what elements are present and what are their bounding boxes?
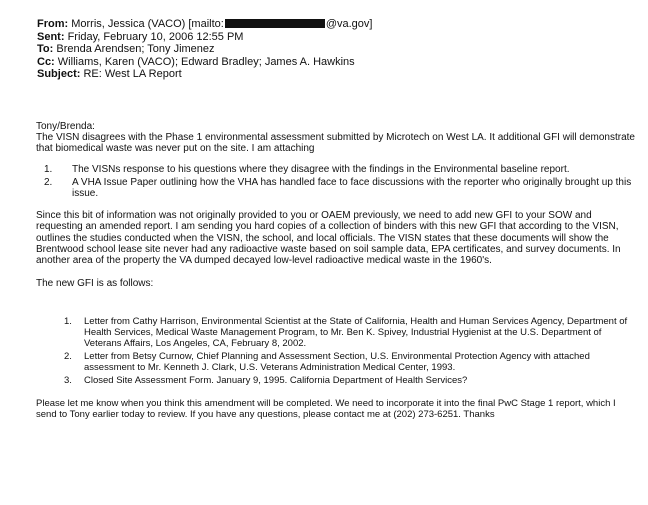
list-item xyxy=(36,375,636,386)
sent-label: Sent: xyxy=(37,30,65,43)
from-value-start: Morris, Jessica (VACO) [mailto: xyxy=(71,18,224,30)
list-text: Letter from Betsy Curnow, Chief Planning and Assessment Section, U.S. Environmental Protection Agency with attached assessment to Mr. Kenneth J. Clark, U.S. Veterans Administration Medical Center, 1993. xyxy=(84,351,590,374)
intro-paragraph: The VISN disagrees with the Phase 1 environmental assessment submitted by Microtech on West LA. It additional GFI will demonstrate that biomedical waste was never put on the site. I am attaching xyxy=(36,132,635,155)
list-number: 1. xyxy=(64,316,72,328)
list-item xyxy=(36,351,636,373)
from-row xyxy=(37,18,372,31)
from-label: From: xyxy=(37,18,69,30)
subject-row xyxy=(37,68,372,81)
list-item xyxy=(36,164,636,175)
list-text: A VHA Issue Paper outlining how the VHA has handled face to face discussions with the reporter who originally brought up this issue. xyxy=(72,176,632,200)
list-item xyxy=(36,316,636,349)
list-number: 2. xyxy=(44,176,53,188)
list-number: 1. xyxy=(44,163,53,175)
to-label: To: xyxy=(37,43,54,55)
list-text: Letter from Cathy Harrison, Environmental Scientist at the State of California, Health and Human Services Agency, Department of Health Services, Medical Waste Management Program, to Mr. Ben K. Spivey, Industrial Hygienist at the U.S. Department of Veterans Affairs, Los Angeles, CA, February 8, 2002. xyxy=(84,316,628,350)
closing-paragraph: Please let me know when you think this amendment will be completed. We need to incorporate it into the final PwC Stage 1 report, which I send to Tony earlier today to review. If you have any questions, please contact me at (202) 273-6251. Thanks xyxy=(36,398,616,421)
gfi-lead: The new GFI is as follows: xyxy=(36,278,154,290)
subject-label: Subject: xyxy=(37,68,81,80)
cc-value: Williams, Karen (VACO); Edward Bradley; James A. Hawkins xyxy=(57,55,355,68)
email-body xyxy=(36,121,636,420)
list-text: The VISNs response to his questions where they disagree with the findings in the Environmental baseline report. xyxy=(72,163,570,175)
list-text: Closed Site Assessment Form. January 9, 1995. California Department of Health Services? xyxy=(84,375,468,387)
cc-label: Cc: xyxy=(37,55,55,68)
to-value: Brenda Arendsen; Tony Jimenez xyxy=(56,43,215,55)
email-header xyxy=(37,18,372,81)
subject-value: RE: West LA Report xyxy=(83,68,182,80)
list-number: 2. xyxy=(64,351,72,363)
sent-row xyxy=(37,31,372,44)
list-item xyxy=(36,177,636,199)
list-number: 3. xyxy=(64,375,72,387)
sent-value: Friday, February 10, 2006 12:55 PM xyxy=(67,30,244,43)
cc-row xyxy=(37,56,372,69)
redaction-bar xyxy=(225,19,325,28)
to-row xyxy=(37,43,372,56)
from-value-end: @va.gov] xyxy=(325,18,373,30)
salutation: Tony/Brenda: xyxy=(36,121,95,132)
main-paragraph: Since this bit of information was not originally provided to you or OAEM previously, we need to add new GFI to your SOW and requesting an amended report. I am sending you hard copies of a collection of binders with this new GFI that according to the VISN, outlines the studies conducted when the VISN, the school, and local officials. The VISN states that these documents will show the Brentwood school lease site never had any radioactive waste based on soil sample data, EPA certificates, and survey documents. In another area of the property the VA dumped decayed low-level radioactive medical waste in the 1960's. xyxy=(36,210,621,267)
attachment-list xyxy=(36,164,636,200)
gfi-list xyxy=(36,316,636,386)
